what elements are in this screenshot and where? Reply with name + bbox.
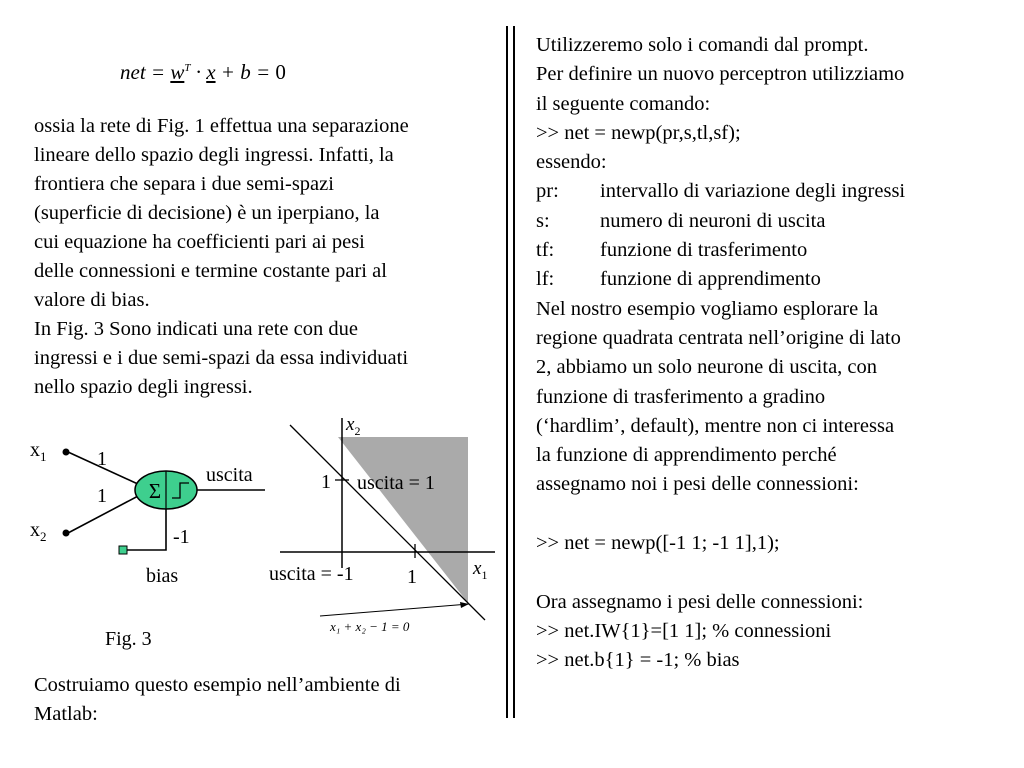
perceptron-network-diagram: [0, 420, 290, 660]
line-text: Nel nostro esempio vogliamo esplorare la: [536, 297, 879, 320]
text-line: [536, 324, 1016, 353]
y-axis-label: $x_2$: [346, 414, 361, 438]
line-text: assegnamo noi i pesi delle connessioni:: [536, 473, 859, 496]
line-text: regione quadrata centrata nell’origine di lato: [536, 326, 901, 349]
paragraph-line: lineare dello spazio degli ingressi. Infatti, la: [34, 144, 394, 166]
definition-term: tf:: [536, 239, 555, 262]
eq-b: b: [240, 60, 251, 84]
x-tick-label: 1: [407, 566, 417, 588]
region-lower-label: uscita = -1: [269, 563, 354, 585]
line-text: >> net.b{1} = -1; % bias: [536, 649, 740, 672]
eq-net: net: [120, 60, 146, 84]
column-divider: [506, 26, 518, 718]
paragraph-line: delle connessioni e termine costante pari al: [34, 260, 387, 282]
paragraph-line: cui equazione ha coefficienti pari ai pesi: [34, 231, 365, 253]
text-line: [536, 60, 1016, 89]
decision-region-plot: [255, 408, 505, 643]
line-text: Ora assegnamo i pesi delle connessioni:: [536, 590, 864, 613]
boundary-equation-label: x₁ + x₂ − 1 = 0: [330, 619, 410, 634]
line-text: >> net = newp(pr,s,tl,sf);: [536, 121, 741, 144]
text-line: [536, 353, 1016, 382]
line-text: il seguente comando:: [536, 92, 711, 115]
text-line: [536, 119, 1016, 148]
text-line: [536, 148, 1016, 177]
line-text: essendo:: [536, 151, 607, 174]
x-axis-label: $x_1$: [473, 558, 488, 582]
definition-term: lf:: [536, 268, 555, 291]
weight-2-label: 1: [97, 485, 107, 507]
closing-text: [34, 671, 504, 729]
text-line: [536, 441, 1016, 470]
line-text: 2, abbiamo un solo neurone di uscita, con: [536, 356, 878, 379]
definition-row: [536, 265, 1016, 294]
line-text: (‘hardlim’, default), mentre non ci interessa: [536, 414, 895, 437]
sum-symbol: Σ: [148, 479, 162, 503]
region-upper-label: uscita = 1: [357, 472, 435, 494]
output-label: uscita: [206, 464, 253, 486]
y-tick-label: 1: [321, 471, 331, 493]
paragraph-line: (superficie di decisione) è un iperpiano, la: [34, 202, 380, 224]
bias-node: [119, 546, 127, 554]
definition-row: [536, 236, 1016, 265]
line-text: numero di neuroni di uscita: [600, 209, 826, 232]
line-text: Utilizzeremo solo i comandi dal prompt.: [536, 34, 869, 56]
x2-label: $x_2$: [30, 519, 47, 544]
line-text: Per definire un nuovo perceptron utilizziamo: [536, 63, 905, 86]
definition-term: pr:: [536, 180, 559, 203]
paragraph-line: ingressi e i due semi-spazi da essa individuati: [34, 347, 409, 369]
perceptron-equation: net = $w^T \cdot x + b = 0$: [120, 60, 286, 84]
line-text: intervallo di variazione degli ingressi: [600, 180, 906, 203]
bias-label: bias: [146, 565, 179, 587]
weight-1-label: 1: [97, 448, 107, 470]
paragraph-line: nello spazio degli ingressi.: [34, 376, 253, 398]
line-text: >> net.IW{1}=[1 1]; % connessioni: [536, 619, 832, 642]
eq-w: w: [170, 60, 185, 84]
paragraph-line: In Fig. 3 Sono indicati una rete con due: [34, 318, 358, 340]
right-column: [536, 31, 1016, 676]
text-line: [536, 588, 1016, 617]
line-text: funzione di trasferimento: [600, 239, 808, 262]
closing-line: Costruiamo questo esempio nell’ambiente di: [34, 674, 401, 696]
paragraph-line: valore di bias.: [34, 289, 150, 311]
line-text: >> net = newp([-1 1; -1 1],1);: [536, 532, 780, 555]
left-paragraph: [34, 112, 514, 402]
bias-line: [127, 509, 166, 550]
text-line: [536, 295, 1016, 324]
input-node-x1: [63, 449, 70, 456]
paragraph-line: frontiera che separa i due semi-spazi: [34, 173, 334, 195]
paragraph-line: ossia la rete di Fig. 1 effettua una separazione: [34, 115, 409, 137]
text-line: [536, 383, 1016, 412]
text-line: [536, 529, 1016, 558]
line-text: funzione di apprendimento: [600, 268, 821, 291]
closing-line: Matlab:: [34, 703, 98, 725]
shaded-region-uscita-1: [338, 437, 468, 603]
text-line: [536, 470, 1016, 499]
definition-row: [536, 207, 1016, 236]
text-line: [536, 646, 1016, 675]
bias-weight-label: -1: [173, 526, 190, 548]
text-line: [536, 31, 1016, 60]
definition-term: s:: [536, 209, 550, 232]
text-line: [536, 617, 1016, 646]
line-text: la funzione di apprendimento perché: [536, 444, 837, 467]
definition-row: [536, 177, 1016, 206]
eq-x: x: [206, 60, 216, 84]
text-line: [536, 500, 1016, 529]
x1-label: $x_1$: [30, 439, 47, 464]
input-node-x2: [63, 530, 70, 537]
line-text: funzione di trasferimento a gradino: [536, 385, 826, 408]
text-line: [536, 90, 1016, 119]
figure-caption: Fig. 3: [105, 628, 152, 650]
text-line: [536, 412, 1016, 441]
text-line: [536, 558, 1016, 587]
